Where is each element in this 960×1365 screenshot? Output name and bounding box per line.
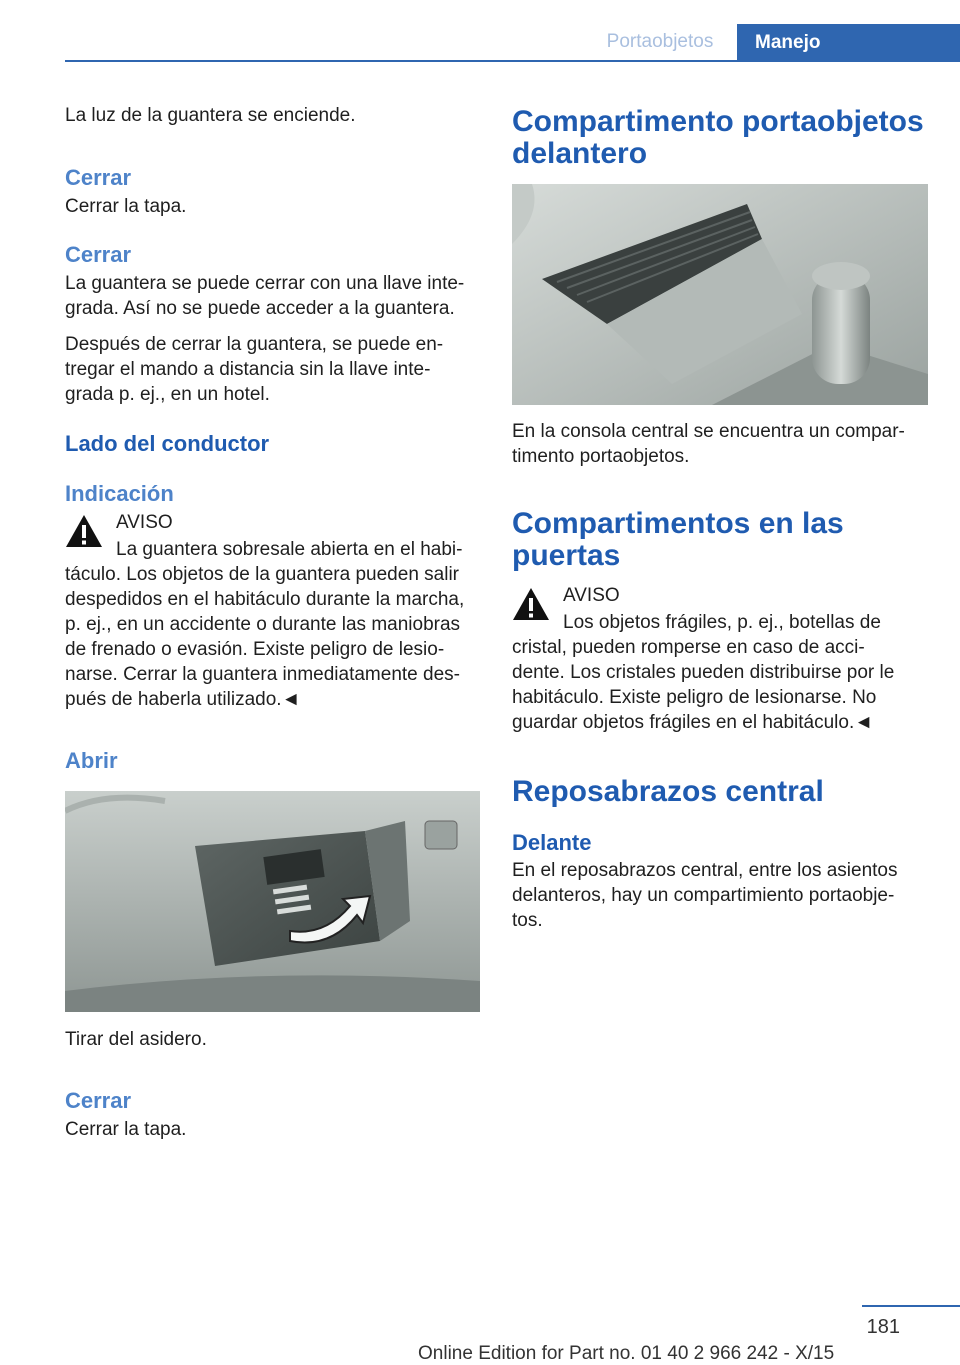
text-line: p. ej., en un accidente o durante las maniobras bbox=[65, 614, 461, 635]
text-line: cristal, pueden romperse en caso de acci- bbox=[512, 637, 865, 658]
text-line: tregar el mando a distancia sin la llave inte- bbox=[65, 359, 431, 380]
text-line: de frenado o evasión. Existe peligro de lesio- bbox=[65, 639, 445, 660]
warning-block bbox=[65, 510, 485, 712]
abrir-heading: Abrir bbox=[65, 748, 118, 773]
heading-line: Compartimento portaobjetos bbox=[512, 105, 924, 138]
right-column bbox=[512, 100, 932, 933]
footer-rule bbox=[862, 1305, 960, 1307]
warning-first-line: Los objetos frágiles, p. ej., botellas de bbox=[563, 612, 881, 633]
text-line: Después de cerrar la guantera, se puede en- bbox=[65, 334, 444, 355]
section-tab[interactable]: Portaobjetos bbox=[606, 31, 714, 52]
text-line: timento portaobjetos. bbox=[512, 446, 690, 467]
compartimento-heading bbox=[512, 106, 932, 170]
warning-block bbox=[512, 583, 932, 735]
indicacion-heading: Indicación bbox=[65, 481, 174, 506]
lado-conductor-heading: Lado del conductor bbox=[65, 431, 270, 456]
cerrar-text-3: Cerrar la tapa. bbox=[65, 1119, 187, 1140]
text-line: narse. Cerrar la guantera inmediatamente des- bbox=[65, 664, 460, 685]
warning-triangle-icon bbox=[512, 587, 550, 621]
text-line: La guantera se puede cerrar con una llave inte- bbox=[65, 273, 465, 294]
text-line: En el reposabrazos central, entre los asientos bbox=[512, 860, 898, 881]
cerrar-paragraph-1 bbox=[65, 271, 485, 321]
warning-triangle-icon bbox=[65, 514, 103, 548]
warning-first-line: La guantera sobresale abierta en el habi- bbox=[116, 539, 463, 560]
heading-line: puertas bbox=[512, 539, 621, 572]
text-line: guardar objetos frágiles en el habitáculo.◄ bbox=[512, 712, 874, 733]
abrir-caption: Tirar del asidero. bbox=[65, 1029, 207, 1050]
cerrar-heading-2: Cerrar bbox=[65, 242, 132, 267]
cerrar-paragraph-2 bbox=[65, 332, 485, 407]
delante-text bbox=[512, 858, 932, 933]
text-line: grada p. ej., en un hotel. bbox=[65, 384, 270, 405]
cerrar-heading-3: Cerrar bbox=[65, 1088, 132, 1113]
text-line: táculo. Los objetos de la guantera pueden salir bbox=[65, 564, 459, 585]
left-column bbox=[65, 100, 485, 1142]
console-illustration bbox=[512, 184, 928, 405]
text-line: dente. Los cristales pueden distribuirse por le bbox=[512, 662, 895, 683]
warning-body bbox=[512, 635, 932, 735]
warning-title: AVISO bbox=[116, 512, 173, 533]
text-line: grada. Así no se puede acceder a la guantera. bbox=[65, 298, 455, 319]
cerrar-heading-1: Cerrar bbox=[65, 165, 132, 190]
text-line: tos. bbox=[512, 910, 543, 931]
text-line: pués de haberla utilizado.◄ bbox=[65, 689, 301, 710]
heading-line: Compartimentos en las bbox=[512, 507, 844, 540]
intro-text: La luz de la guantera se enciende. bbox=[65, 105, 356, 126]
edition-text: Online Edition for Part no. 01 40 2 966 242 - X/15 bbox=[418, 1343, 835, 1364]
chapter-tab[interactable]: Manejo bbox=[737, 24, 960, 62]
warning-body bbox=[65, 562, 485, 712]
glovebox-illustration bbox=[65, 791, 480, 1012]
text-line: habitáculo. Existe peligro de lesionarse. No bbox=[512, 687, 877, 708]
page-number: 181 bbox=[866, 1316, 900, 1338]
heading-line: delantero bbox=[512, 137, 648, 170]
header-rule bbox=[65, 60, 960, 62]
text-line: despedidos en el habitáculo durante la marcha, bbox=[65, 589, 465, 610]
text-line: En la consola central se encuentra un compar- bbox=[512, 421, 905, 442]
reposabrazos-heading: Reposabrazos central bbox=[512, 775, 824, 808]
text-line: delanteros, hay un compartimiento portaobje- bbox=[512, 885, 895, 906]
compartimento-text bbox=[512, 419, 932, 469]
cerrar-text-1: Cerrar la tapa. bbox=[65, 196, 187, 217]
warning-title: AVISO bbox=[563, 585, 620, 606]
delante-heading: Delante bbox=[512, 830, 592, 855]
puertas-heading bbox=[512, 508, 932, 572]
glovebox-figure bbox=[65, 791, 480, 1012]
console-figure bbox=[512, 184, 928, 405]
